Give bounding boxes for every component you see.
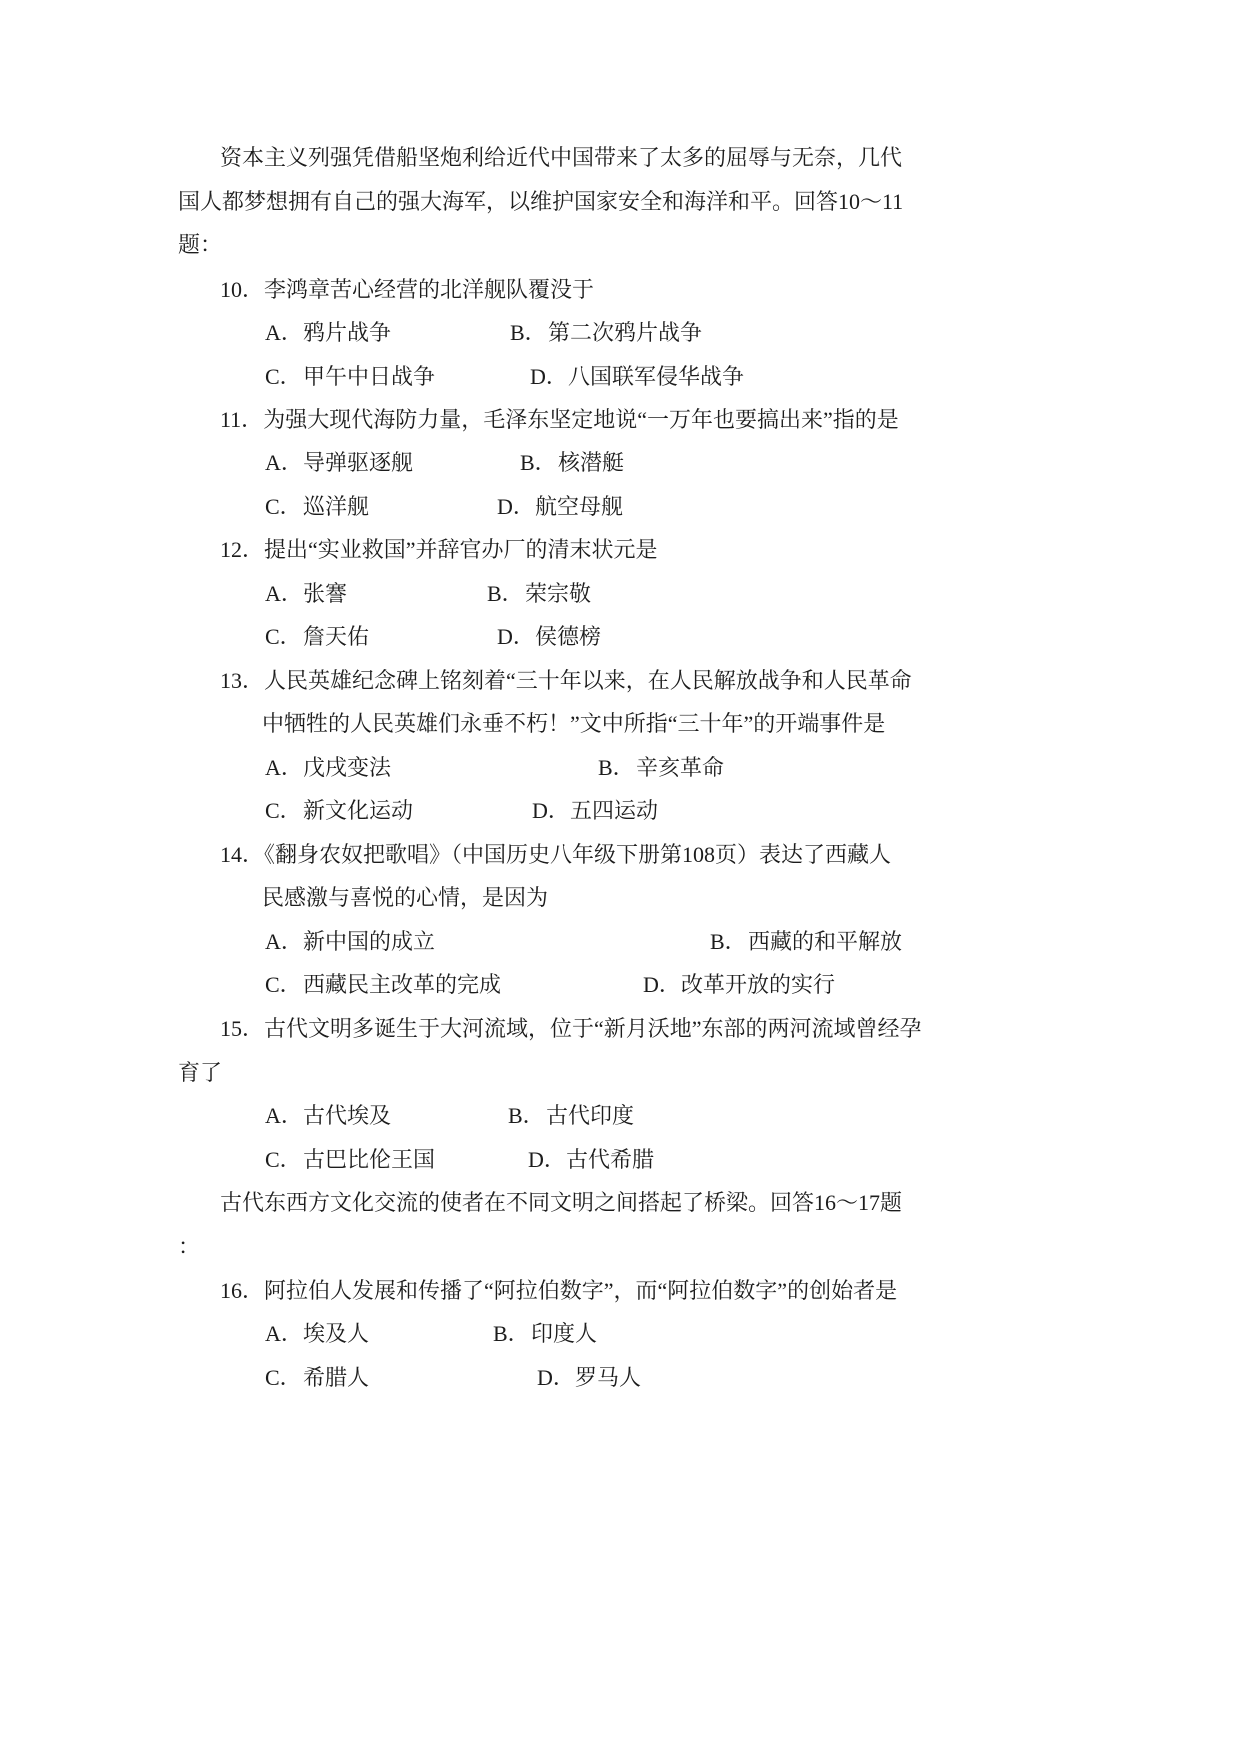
question-stem-text: 阿拉伯人发展和传播了“阿拉伯数字”，而“阿拉伯数字”的创始者是 [264,1278,898,1303]
option-label: D． [497,494,535,519]
option-text: 古代希腊 [566,1147,655,1172]
option-text: 詹天佑 [303,624,370,649]
question-stem-line [220,537,658,563]
option-c [265,1365,369,1391]
option-c [265,1147,435,1173]
question-stem-text: 提出“实业救国”并辞官办厂的清末状元是 [264,537,658,562]
option-d [528,1147,654,1173]
option-text: 古巴比伦王国 [303,1147,436,1172]
option-c [265,494,369,520]
option-text: 罗马人 [575,1365,642,1390]
option-text: 甲午中日战争 [303,364,436,389]
option-text: 埃及人 [303,1321,370,1346]
option-label: D． [530,364,568,389]
option-label: B． [508,1103,545,1128]
question-number: 15． [220,1016,265,1041]
option-d [497,494,623,520]
option-d [497,624,601,650]
question-number: 13． [220,668,265,693]
option-text: 辛亥革命 [636,755,725,780]
option-c [265,364,435,390]
question-stem-line: 中牺牲的人民英雄们永垂不朽！”文中所指“三十年”的开端事件是 [262,711,886,736]
option-label: C． [265,624,302,649]
option-b [598,755,724,781]
option-a [265,581,347,607]
option-a [265,929,435,955]
option-text: 西藏民主改革的完成 [303,972,502,997]
option-text: 新文化运动 [303,798,414,823]
option-b [508,1103,634,1129]
option-text: 古代埃及 [303,1103,392,1128]
question-stem-line: 民感激与喜悦的心情，是因为 [262,885,549,910]
option-c [265,624,369,650]
option-label: A． [265,755,303,780]
option-label: B． [598,755,635,780]
question-stem-line [220,407,899,433]
option-label: D． [528,1147,566,1172]
option-label: C． [265,1365,302,1390]
passage-line: ： [178,1234,201,1259]
option-text: 新中国的成立 [303,929,436,954]
option-label: A． [265,320,303,345]
option-label: A． [265,450,303,475]
option-label: B． [487,581,524,606]
option-text: 印度人 [531,1321,598,1346]
question-stem-text: 李鸿章苦心经营的北洋舰队覆没于 [264,277,595,302]
passage-line: 古代东西方文化交流的使者在不同文明之间搭起了桥梁。回答16～17题 [220,1190,903,1215]
option-b [520,450,624,476]
option-c [265,798,413,824]
option-b [493,1321,597,1347]
option-label: C． [265,364,302,389]
option-label: A． [265,1103,303,1128]
option-a [265,1321,369,1347]
question-stem-text: 人民英雄纪念碑上铭刻着“三十年以来，在人民解放战争和人民革命 [264,668,912,693]
option-label: C． [265,972,302,997]
passage-line: 国人都梦想拥有自己的强大海军，以维护国家安全和海洋和平。回答10～11 [178,189,904,214]
question-stem-line: 育了 [178,1060,223,1085]
option-a [265,755,391,781]
question-stem-line [220,1016,922,1042]
option-label: D． [537,1365,575,1390]
option-text: 改革开放的实行 [681,972,836,997]
question-number: 16． [220,1278,265,1303]
option-label: B． [710,929,747,954]
option-a [265,320,391,346]
question-stem-line [220,842,891,868]
option-text: 希腊人 [303,1365,370,1390]
option-b [510,320,702,346]
option-label: C． [265,494,302,519]
option-label: B． [520,450,557,475]
option-label: A． [265,581,303,606]
option-text: 张謇 [303,581,348,606]
option-text: 荣宗敬 [525,581,592,606]
option-label: D． [497,624,535,649]
option-label: A． [265,1321,303,1346]
passage-line: 资本主义列强凭借船坚炮利给近代中国带来了太多的屈辱与无奈，几代 [220,145,903,170]
option-text: 侯德榜 [535,624,602,649]
option-text: 航空母舰 [535,494,624,519]
option-c [265,972,501,998]
option-text: 巡洋舰 [303,494,370,519]
option-label: B． [510,320,547,345]
option-text: 五四运动 [570,798,659,823]
option-a [265,450,413,476]
option-a [265,1103,391,1129]
option-text: 八国联军侵华战争 [568,364,745,389]
option-d [643,972,835,998]
option-d [537,1365,641,1391]
option-label: D． [643,972,681,997]
option-label: C． [265,1147,302,1172]
question-number: 14． [220,842,265,867]
question-stem-line [220,1278,897,1304]
option-text: 戊戌变法 [303,755,392,780]
option-text: 鸦片战争 [303,320,392,345]
option-text: 导弹驱逐舰 [303,450,414,475]
question-number: 11． [220,407,264,432]
question-stem-line [220,277,594,303]
option-text: 西藏的和平解放 [748,929,903,954]
option-label: D． [532,798,570,823]
option-text: 第二次鸦片战争 [548,320,703,345]
question-number: 10． [220,277,265,302]
question-stem-line [220,668,912,694]
question-stem-text: 为强大现代海防力量，毛泽东坚定地说“一万年也要搞出来”指的是 [263,407,899,432]
option-text: 古代印度 [546,1103,635,1128]
question-stem-text: 古代文明多诞生于大河流域，位于“新月沃地”东部的两河流域曾经孕 [264,1016,922,1041]
option-d [530,364,744,390]
option-b [487,581,591,607]
passage-line: 题： [178,232,223,257]
question-number: 12． [220,537,265,562]
option-d [532,798,658,824]
option-b [710,929,902,955]
option-label: A． [265,929,303,954]
option-label: B． [493,1321,530,1346]
question-stem-text: 《翻身农奴把歌唱》（中国历史八年级下册第108页）表达了西藏人 [264,842,892,867]
option-label: C． [265,798,302,823]
option-text: 核潜艇 [558,450,625,475]
